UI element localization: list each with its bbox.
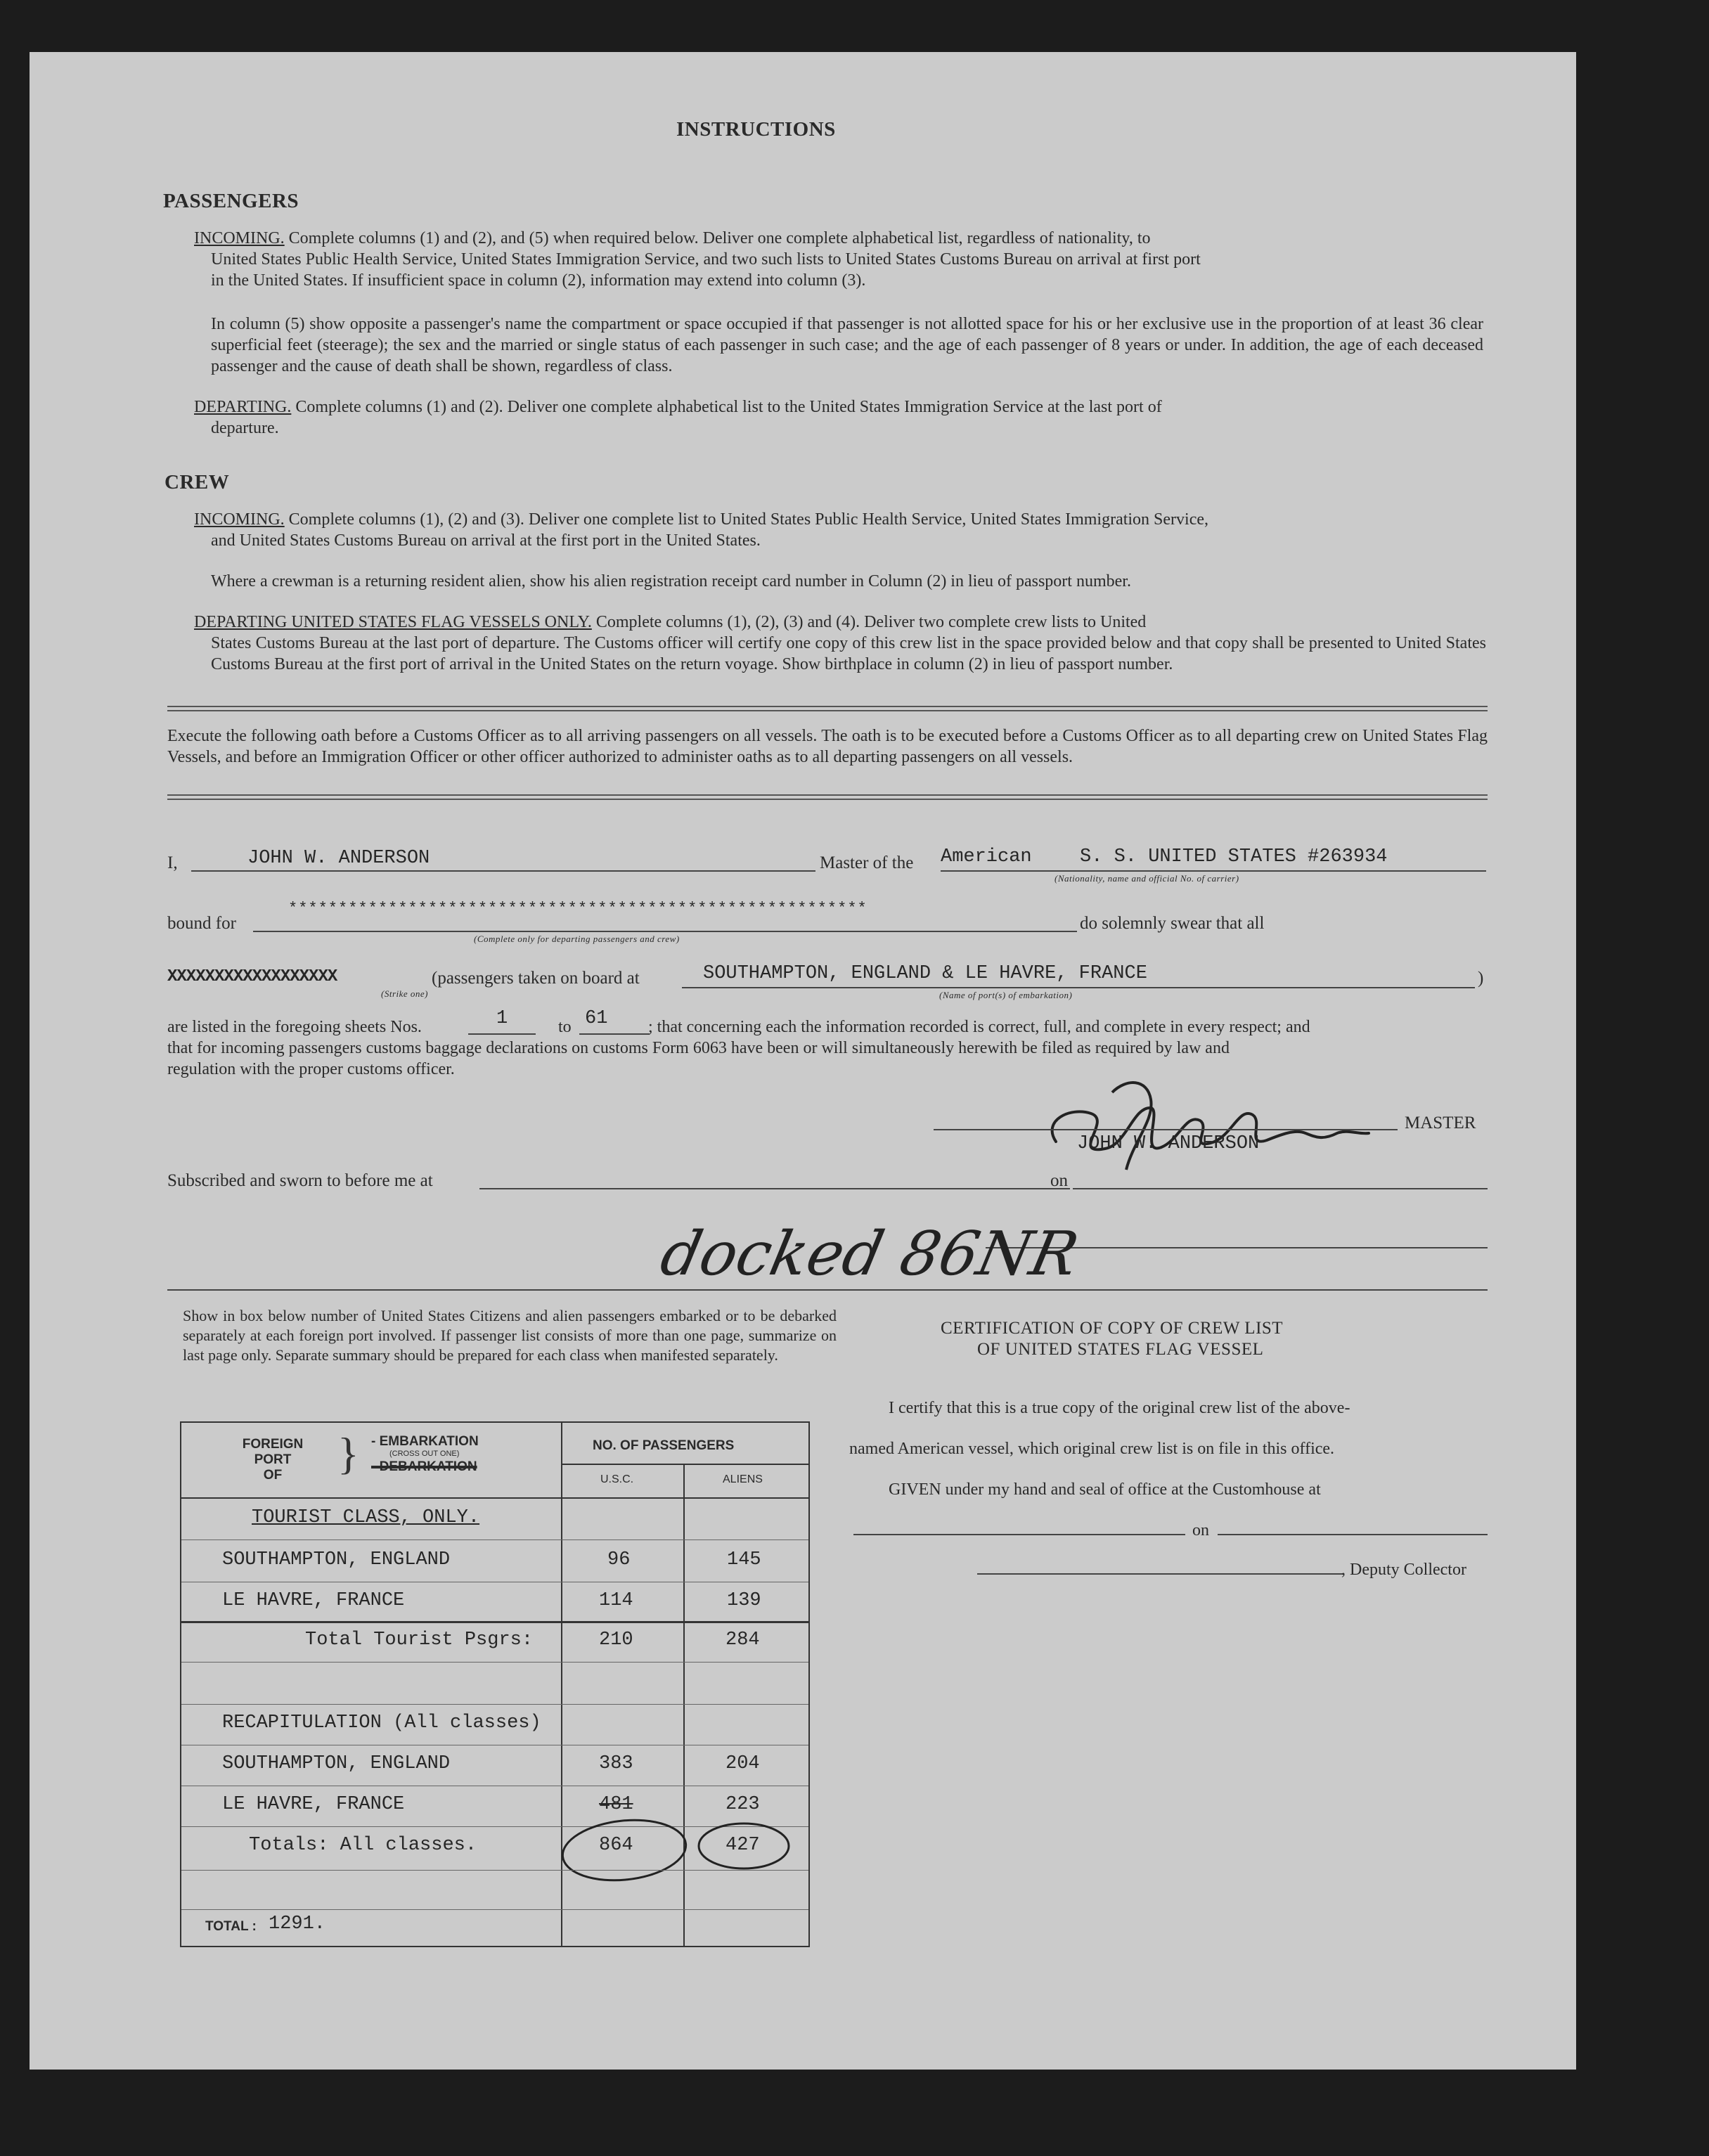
subscribed-on-label: on (1050, 1171, 1068, 1190)
bound-for-line (253, 931, 1077, 932)
recap-row-1-usc: 383 (599, 1753, 633, 1774)
strike-caption: (Strike one) (381, 988, 429, 999)
divider-2 (167, 794, 1488, 800)
deputy-line (977, 1573, 1343, 1575)
tourist-row-1-port: SOUTHAMPTON, ENGLAND (222, 1549, 451, 1570)
passengers-incoming-line2: United States Public Health Service, United States Immigration Service, and two such lists to United States Customs Bureau on arrival at first port (211, 250, 1201, 269)
tourist-row-1-aliens: 145 (727, 1549, 761, 1570)
listed-rest-line1: ; that concerning each the information recorded is correct, full, and complete in every respect; and (648, 1018, 1310, 1036)
carrier-caption: (Nationality, name and official No. of carrier) (1055, 873, 1239, 884)
totals-usc: 864 (599, 1835, 633, 1856)
header-subline (561, 1464, 808, 1465)
subscribed-label: Subscribed and sworn to before me at (167, 1171, 433, 1190)
section-recap: RECAPITULATION (All classes) (222, 1712, 541, 1734)
certification-on-label: on (1192, 1521, 1209, 1539)
passengers-taken-label: (passengers taken on board at (432, 969, 640, 988)
certification-text-1: I certify that this is a true copy of the original crew list of the above- (889, 1399, 1350, 1417)
recap-row-2-port: LE HAVRE, FRANCE (222, 1794, 405, 1815)
passengers-heading: PASSENGERS (163, 190, 299, 212)
carrier-vessel: S. S. UNITED STATES #263934 (1080, 846, 1388, 867)
certification-title-2: OF UNITED STATES FLAG VESSEL (977, 1340, 1264, 1359)
recap-row-2-aliens: 223 (725, 1794, 760, 1815)
header-debarkation (371, 1459, 477, 1475)
passengers-incoming-line1 (194, 228, 1481, 249)
instructions-title: INSTRUCTIONS (676, 118, 836, 141)
certification-title-1: CERTIFICATION OF COPY OF CREW LIST (941, 1319, 1284, 1338)
passengers-incoming-text-1: Complete columns (1) and (2), and (5) when required below. Deliver one complete alphabetical list, regardless of nationality, to (288, 229, 1151, 247)
header-bottom-line (181, 1497, 808, 1499)
crew-departing-rest: States Customs Bureau at the last port of departure. The Customs officer will certify one copy of this crew list in the space provided below and that copy shall be presented to United States Customs Bureau at the first port of arrival in the United States on the return voyage. Show birthplace in column (2) in lieu of passport number. (211, 634, 1486, 673)
sheet-from-line (468, 1033, 536, 1035)
totals-aliens: 427 (725, 1835, 760, 1856)
ports-close-paren: ) (1478, 969, 1484, 988)
grand-total-value: 1291. (269, 1913, 326, 1935)
crew-incoming-line1 (194, 509, 1486, 530)
recap-row-1-aliens: 204 (725, 1753, 760, 1774)
master-name-value: JOHN W. ANDERSON (247, 848, 430, 869)
departing-caption: (Complete only for departing passengers and crew) (474, 934, 680, 944)
crew-incoming-text: Complete columns (1), (2) and (3). Deliver one complete list to United States Public Health Service, United States Immigration Service, (288, 510, 1209, 529)
summary-table (180, 1421, 810, 1947)
master-label: MASTER (1405, 1113, 1476, 1132)
document-page (30, 52, 1576, 2070)
passengers-column5-text: In column (5) show opposite a passenger's name the compartment or space occupied if that passenger is not allotted space for his or her exclusive use in the proportion of at least 36 clear superficial feet (steerage); the sex and the married or single status of each passenger in such case; and the age of each passenger of 8 years or under. In addition, the age of each deceased passenger and the cause of death shall be shown, regardless of class. (211, 315, 1483, 375)
header-foreign-port-2: PORT (254, 1452, 292, 1467)
crew-departing-line1 (194, 612, 1486, 633)
master-of-label: Master of the (820, 853, 914, 872)
oath-i-label: I, (167, 853, 178, 872)
tourist-row-2-usc: 114 (599, 1590, 633, 1611)
header-foreign-port (231, 1437, 315, 1483)
crew-departing-text: Complete columns (1), (2), (3) and (4). Deliver two complete crew lists to United (595, 613, 1147, 631)
row-line-4 (181, 1662, 808, 1663)
passengers-incoming-line3: in the United States. If insufficient space in column (2), information may extend into column (3). (211, 271, 866, 290)
listed-label: are listed in the foregoing sheets Nos. (167, 1018, 422, 1036)
totals-label: Totals: All classes. (249, 1835, 477, 1856)
divider-1 (167, 706, 1488, 711)
swear-label: do solemnly swear that all (1080, 914, 1265, 933)
header-cross-out: (CROSS OUT ONE) (389, 1450, 460, 1458)
row-line-10 (181, 1909, 808, 1910)
sheet-to-line (579, 1033, 650, 1035)
sheet-to-value: 61 (585, 1008, 608, 1029)
master-typed-name: JOHN W. ANDERSON (1077, 1133, 1260, 1154)
row-line-9 (181, 1870, 808, 1871)
header-no-passengers: NO. OF PASSENGERS (593, 1438, 735, 1453)
header-foreign-port-1: FOREIGN (242, 1437, 304, 1452)
carrier-nationality: American (941, 846, 1032, 867)
ports-line (682, 987, 1475, 988)
tourist-row-2-port: LE HAVRE, FRANCE (222, 1590, 405, 1611)
tourist-total-usc: 210 (599, 1629, 633, 1651)
to-label: to (558, 1018, 572, 1036)
recap-row-1-port: SOUTHAMPTON, ENGLAND (222, 1753, 451, 1774)
master-signature (1028, 1064, 1393, 1184)
passengers-departing-line2: departure. (211, 419, 279, 437)
totals-circles (561, 1816, 808, 1887)
deputy-label: , Deputy Collector (1341, 1561, 1466, 1579)
sheet-from-value: 1 (496, 1008, 508, 1029)
crew-heading: CREW (165, 471, 230, 493)
ports-value: SOUTHAMPTON, ENGLAND & LE HAVRE, FRANCE (703, 963, 1147, 984)
tourist-row-1-usc: 96 (607, 1549, 631, 1570)
grand-total-label: TOTAL : (205, 1919, 257, 1934)
tourist-total-aliens: 284 (725, 1629, 760, 1651)
header-debarkation-text: - DEBARKATION (371, 1459, 477, 1474)
header-aliens: ALIENS (723, 1473, 763, 1485)
subscribed-on-line (1073, 1188, 1488, 1189)
row-line-5 (181, 1704, 808, 1705)
row-line-1 (181, 1539, 808, 1540)
section-tourist: TOURIST CLASS, ONLY. (252, 1507, 480, 1528)
crew-resident-text: Where a crewman is a returning resident alien, show his alien registration receipt card number in Column (2) in lieu of passport number. (211, 572, 1131, 590)
crew-departing-label: DEPARTING UNITED STATES FLAG VESSELS ONLY. (194, 613, 592, 631)
carrier-line (941, 870, 1486, 872)
customhouse-line (853, 1534, 1185, 1535)
certification-given: GIVEN under my hand and seal of office at the Customhouse at (889, 1480, 1321, 1499)
header-embarkation: - EMBARKATION (371, 1434, 479, 1449)
certification-date-line (1218, 1534, 1488, 1535)
tourist-total-label: Total Tourist Psgrs: (305, 1629, 534, 1651)
crew-incoming-line2: and United States Customs Bureau on arrival at the first port in the United States. (211, 531, 761, 550)
row-line-3 (181, 1621, 808, 1623)
header-usc: U.S.C. (600, 1473, 634, 1485)
header-brace: } (337, 1428, 359, 1478)
subscribed-at-line (479, 1188, 1070, 1189)
oath-intro: Execute the following oath before a Customs Officer as to all arriving passengers on all vessels. The oath is to be executed before a Customs Officer as to all departing crew on United States Flag Vessels, and before an Immigration Officer or other officer authorized to administer oaths as to all departing passengers on all vessels. (167, 727, 1488, 766)
master-signature-line (934, 1129, 1398, 1130)
passengers-departing-label: DEPARTING. (194, 398, 292, 416)
divider-3 (167, 1289, 1488, 1291)
passengers-departing-line1 (194, 396, 1483, 418)
bound-for-value: ********************************************************** (288, 900, 868, 917)
tourist-row-2-aliens: 139 (727, 1590, 761, 1611)
passengers-departing-text: Complete columns (1) and (2). Deliver one complete alphabetical list to the United States Immigration Service at the last port of (295, 398, 1162, 416)
header-foreign-port-3: OF (263, 1468, 283, 1483)
listed-rest-line3: regulation with the proper customs officer. (167, 1060, 455, 1078)
recap-row-2-usc: 481 (599, 1794, 633, 1815)
passengers-incoming-label: INCOMING. (194, 229, 285, 247)
strike-text: XXXXXXXXXXXXXXXXXX (167, 967, 337, 986)
bound-for-label: bound for (167, 914, 236, 933)
summary-intro: Show in box below number of United States Citizens and alien passengers embarked or to be debarked separately at each foreign port involved. If passenger list consists of more than one page, summarize on last page only. Separate summary should be prepared for each class when manifested separately. (183, 1307, 837, 1364)
listed-rest-line2: that for incoming passengers customs baggage declarations on customs Form 6063 have been or will simultaneously herewith be filed as required by law and (167, 1039, 1230, 1057)
master-name-line (191, 870, 815, 872)
handwritten-note: docked 86NR (654, 1219, 1085, 1289)
ports-caption: (Name of port(s) of embarkation) (939, 990, 1073, 1000)
certification-text-2: named American vessel, which original crew list is on file in this office. (849, 1440, 1335, 1458)
crew-incoming-label: INCOMING. (194, 510, 285, 529)
